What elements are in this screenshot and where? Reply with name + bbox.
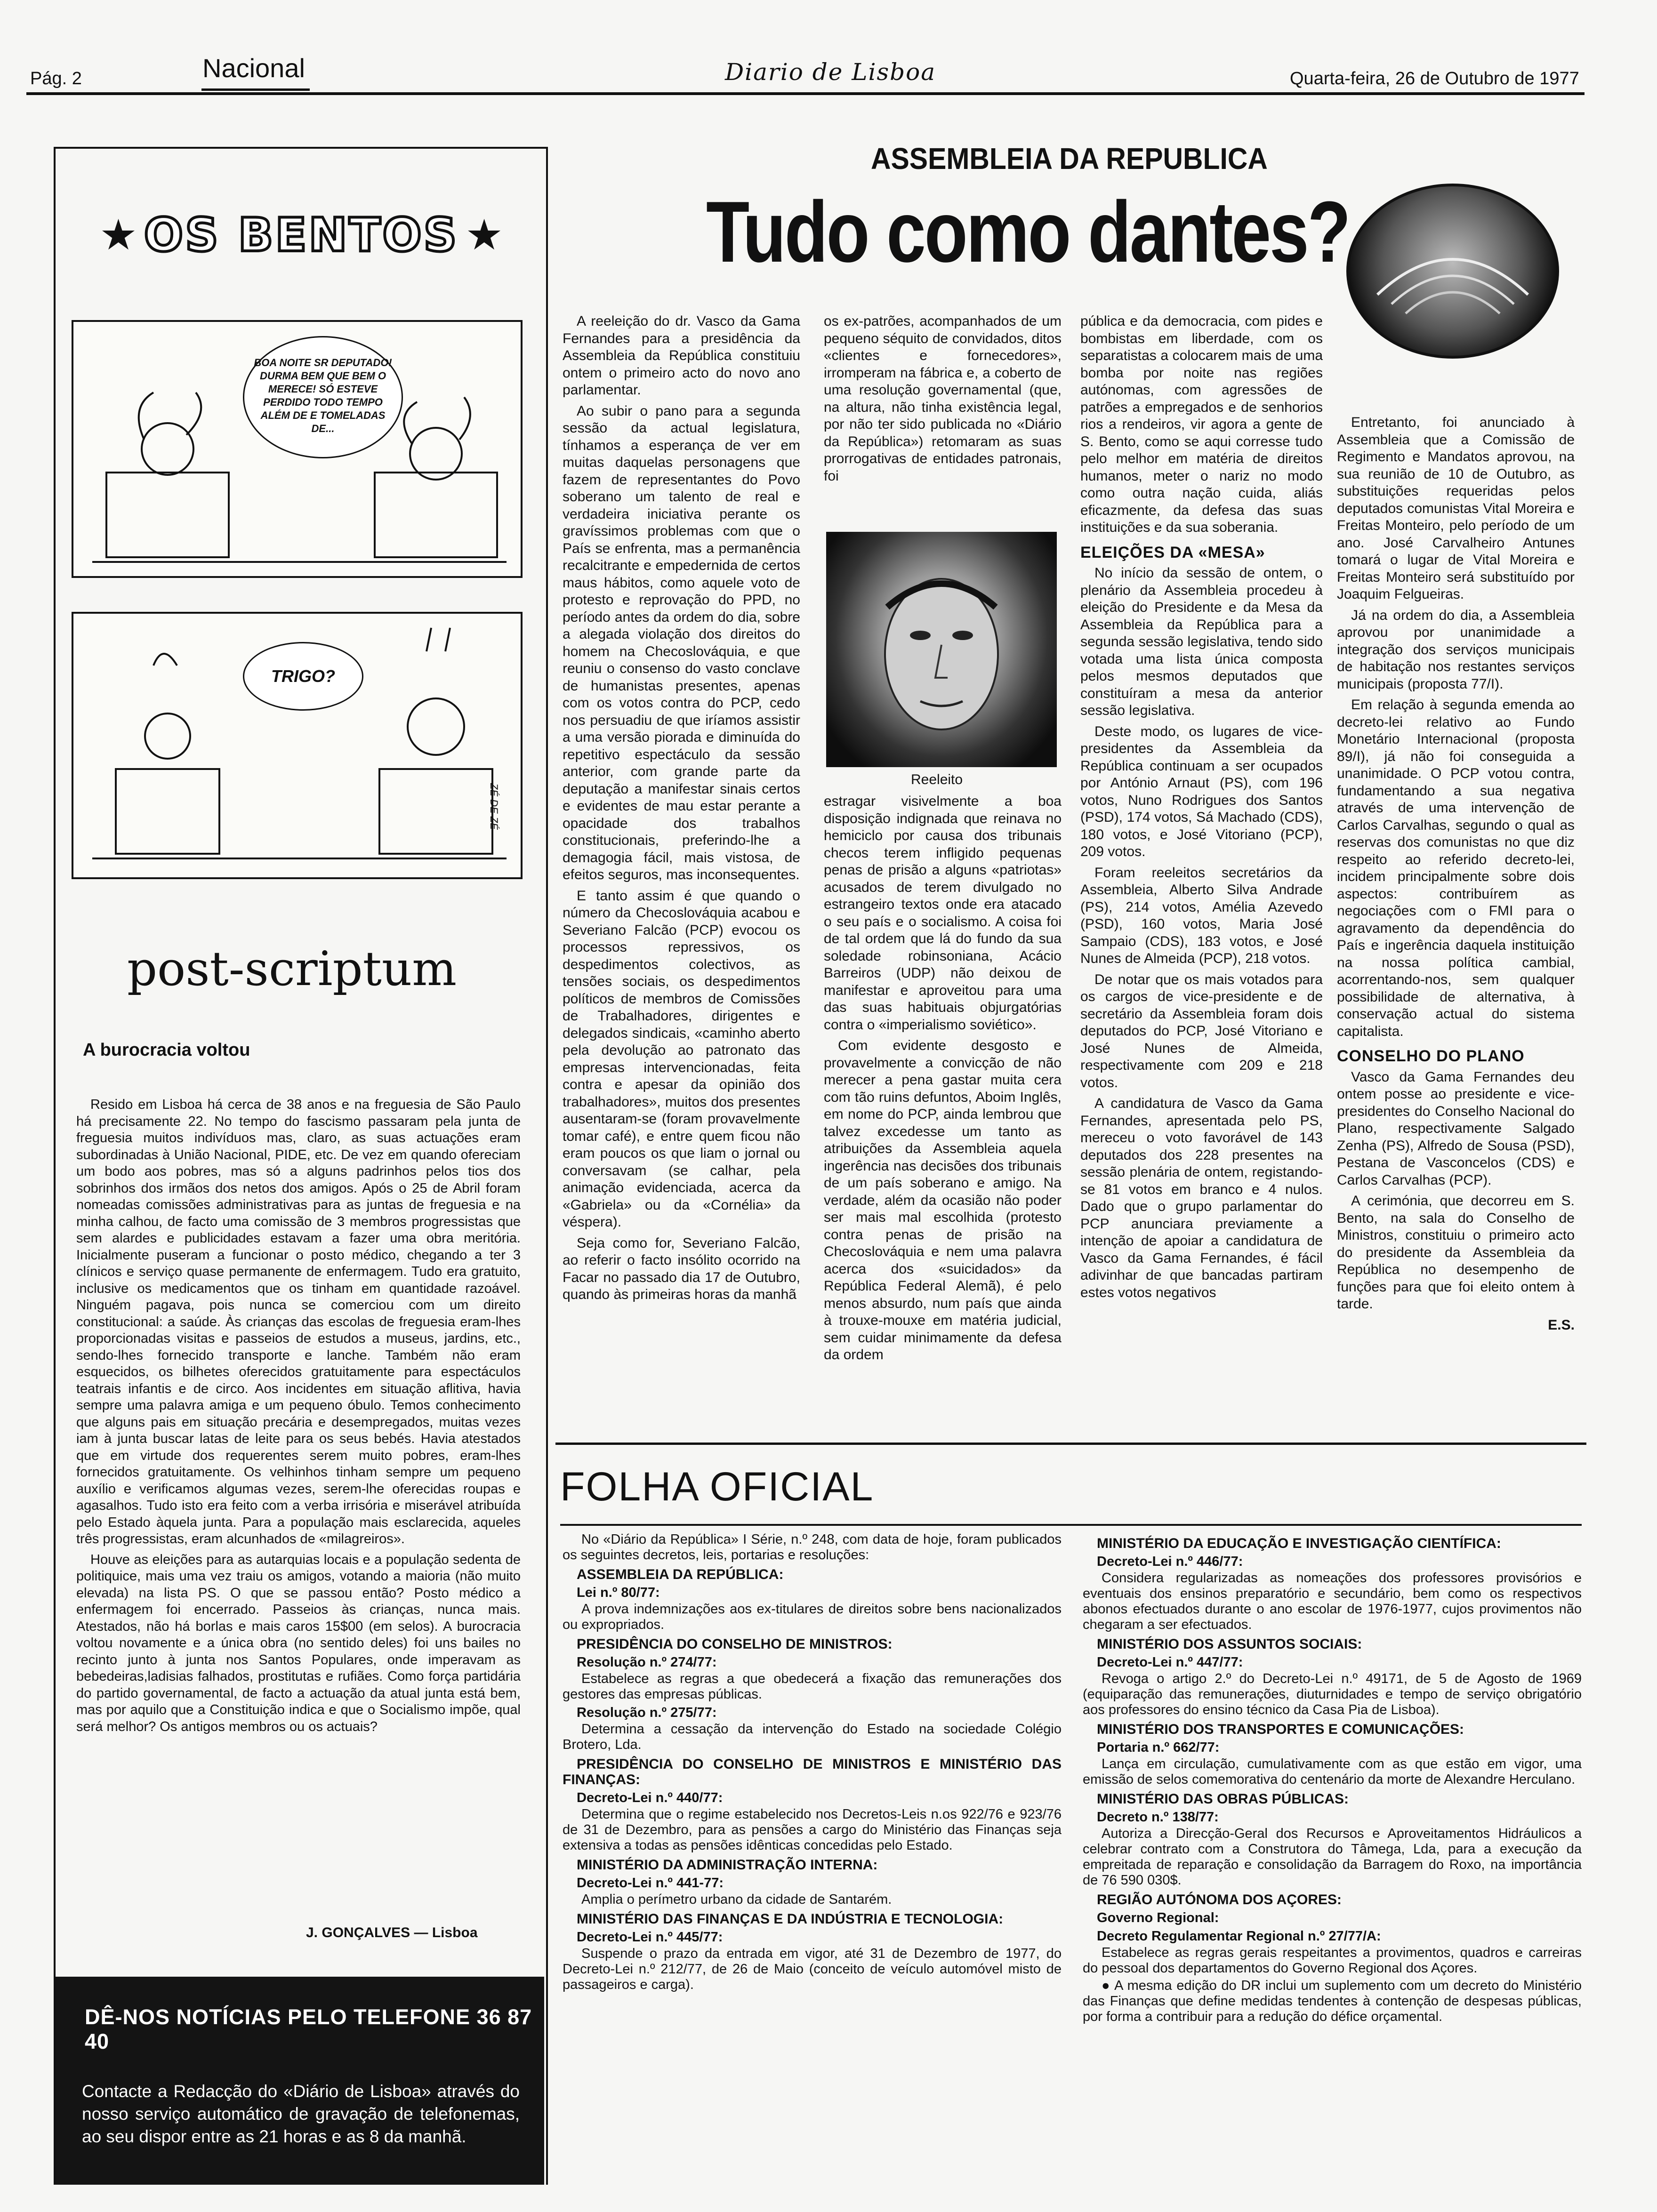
cartoonist-signature: ZÉ DE ZÉ (488, 783, 500, 830)
folha-decree-label: Resolução n.º 274/77: (577, 1655, 717, 1670)
article-paragraph: Foram reeleitos secretários da Assembleia, Alberto Silva Andrade (PS), 214 votos, Amélia Azevedo (PSD), 160 votos, Maria José Sampaio (CDS), 183 votos, e José Nunes de Almeida (PCP), 218 votos. (1080, 865, 1323, 966)
article-paragraph: Entretanto, foi anunciado à Assembleia que a Comissão de Regimento e Mandatos aprovou, na sua reunião de 10 de Outubro, as substituições requeridas pelos deputados comunistas Vital Moreira e Freitas Monteiro, pelo período de um ano. José Carvalheiro Antunes tomará o lugar de Vital Moreira e Freitas Monteiro será substituído por Joaquim Felgueiras. (1337, 415, 1575, 602)
article-paragraph: A cerimónia, que decorreu em S. Bento, na sala do Conselho de Ministros, constituiu o primeiro acto do presidente da Assembleia da República no desempenho de funções para que foi eleito ontem à tarde. (1337, 1193, 1575, 1312)
portrait-photo (826, 532, 1057, 767)
folha-text: Autoriza a Direcção-Geral dos Recursos e Aproveitamentos Hidráulicos a celebrar contrato com a Construtora do Tâmega, Lda, para a execução da empreitada de reparação e consolidação da Barragem do Roxo, na importância de 76 590 030$. (1083, 1826, 1582, 1888)
article-column-2 (824, 313, 1062, 489)
article-paragraph: A reeleição do dr. Vasco da Gama Fernandes para a presidência da Assembleia da República constituiu ontem o primeiro acto do novo ano parlamentar. (563, 313, 800, 398)
folha-decree-label: Decreto-Lei n.º 441-77: (577, 1875, 724, 1891)
section-underline (201, 88, 310, 91)
folha-ministry-heading: PRESIDÊNCIA DO CONSELHO DE MINISTROS: (577, 1636, 893, 1652)
folha-title: FOLHA OFICIAL (560, 1464, 874, 1509)
article-paragraph: Seja como for, Severiano Falcão, ao referir o facto insólito ocorrido na Facar no passado dia 17 de Outubro, quando às primeiras horas da manhã (563, 1235, 800, 1302)
article-paragraph: Deste modo, os lugares de vice-presidentes da Assembleia da República continuam a ser ocupados por António Arnaut (PS), com 196 votos, Nuno Rodrigues dos Santos (PSD), 174 votos, Sá Machado (CDS), 180 votos, e José Vitoriano (PCP), 209 votos. (1080, 723, 1323, 859)
folha-column-right (1083, 1532, 1582, 2027)
folha-text: Determina que o regime estabelecido nos Decretos-Leis n.os 922/76 e 923/76 de 31 de Dezembro, para as pensões a cargo do Ministério das Finanças seja extensiva a todas as pensões idênticas concedidas pelo Estado. (563, 1807, 1062, 1853)
folha-ministry-heading: MINISTÉRIO DA ADMINISTRAÇÃO INTERNA: (577, 1857, 878, 1873)
star-icon: ★ (465, 212, 503, 259)
folha-decree-label: Decreto-Lei n.º 446/77: (1097, 1554, 1243, 1569)
folha-decree-label: Portaria n.º 662/77: (1097, 1740, 1220, 1755)
article-paragraph: Em relação à segunda emenda ao decreto-lei relativo ao Fundo Monetário Internacional (proposta 89/I), já não foi conseguida a unanimidade. O PCP votou contra, fundamentando a sua negativa através de uma intervenção de Carlos Carvalhas, segundo o qual as reservas dos comunistas no que diz respeito ao referido decreto-lei, incidem principalmente sobre dois aspectos: contribuírem as negociações com o FMI para o agravamento da dependência do País e ingerência daquela instituição na nossa política cambial, acorrentando-nos, sem qualquer possibilidade de alternativa, à conservação actual do sistema capitalista. (1337, 697, 1575, 1039)
folha-ministry-heading: MINISTÉRIO DA EDUCAÇÃO E INVESTIGAÇÃO CIENTÍFICA: (1097, 1536, 1501, 1551)
cartoon-speech-bubble: BOA NOITE SR DEPUTADO! DURMA BEM QUE BEM O MERECE! SÓ ESTEVE PERDIDO TODO TEMPO ALÉM DE E TOMELADAS DE... (243, 336, 403, 458)
article-paragraph: pública e da democracia, com pides e bombistas em liberdade, com os separatistas a colocarem mais de uma bomba por noite nas regiões autónomas, com agressões de patrões a empregados e de senhorios rios a rendeiros, vir agora a gente de S. Bento, como se aqui corresse tudo pelo melhor em matéria de direitos humanos, meter o nariz no modo como outra nação cuida, aliás eficazmente, da defesa das suas instituições e da sua soberania. (1080, 313, 1323, 535)
bentos-title-text: OS BENTOS (144, 208, 459, 262)
header-rule (26, 92, 1585, 95)
article-paragraph: A candidatura de Vasco da Gama Fernandes, apresentada pelo PS, mereceu o voto favorável de 143 deputados dos 228 presentes na sessão plenária de ontem, registando-se 81 votos em branco e 4 nulos. Dado que o grupo parlamentar do PCP anunciara previamente a intenção de apoiar a candidatura de Vasco da Gama Fernandes, é fácil adivinhar de que bancadas partiram estes votos negativos (1080, 1096, 1323, 1300)
bentos-title (89, 202, 513, 268)
folha-decree-label: Decreto-Lei n.º 447/77: (1097, 1655, 1243, 1670)
folha-text: Estabelece as regras a que obedecerá a fixação das remunerações dos gestores das empresas públicas. (563, 1671, 1062, 1702)
phone-text: Contacte a Redacção do «Diário de Lisboa» através do nosso serviço automático de gravação de telefonemas, ao seu dispor entre as 21 horas e as 8 da manhã. (82, 2082, 520, 2146)
phone-box (56, 1977, 544, 2185)
folha-ministry-heading: MINISTÉRIO DOS ASSUNTOS SOCIAIS: (1097, 1636, 1362, 1652)
section-name: Nacional (202, 53, 305, 83)
folha-text: Considera regularizadas as nomeações dos professores provisórios e eventuais dos ensinos preparatório e secundário, bem como os respectivos abonos efectuados durante o ano escolar de 1976-1977, cujos provimentos não chegaram a ser efectuados. (1083, 1571, 1582, 1632)
cartoon-speech-bubble: TRIGO? (243, 642, 363, 711)
masthead: Diario de Lisboa (725, 58, 936, 86)
postscriptum-signature: J. GONÇALVES — Lisboa (306, 1925, 478, 1940)
folha-ministry-heading: MINISTÉRIO DAS OBRAS PÚBLICAS: (1097, 1791, 1349, 1807)
assembly-hemicycle (1349, 186, 1556, 356)
postscriptum-paragraph: Houve as eleições para as autarquias locais e a população sedenta de politiquice, mais uma vez traiu os amigos, votando a maioria (não muito elevada) na lista PS. O que se passou então? Posto médico a enfermagem foi encerrado. Passeios às crianças, nunca mais. Atestados, não há borlas e mais caros 15$00 (em selos). A burocracia voltou novamente e a única obra (no sentido deles) foi uns bailes no recinto junto à junta nos Santos Populares, onde imperavam as bebedeiras,ladisias falhados, prostitutas e rufiães. Como força partidária do partido governamental, de facto a actuação da atual junta está bem, mas por aquilo que a Constituição indica e que o Socialismo impõe, qual será melhor? Os antigos membros ou os actuais? (76, 1552, 521, 1734)
subhead-conselho-plano: CONSELHO DO PLANO (1337, 1047, 1525, 1065)
photo-caption: Reeleito (911, 772, 963, 787)
folha-decree-label: Decreto n.º 138/77: (1097, 1810, 1219, 1825)
folha-ministry-heading: ASSEMBLEIA DA REPÚBLICA: (577, 1567, 784, 1582)
folha-decree-label: Decreto Regulamentar Regional n.º 27/77/A: (1097, 1929, 1381, 1944)
folha-ministry-heading: MINISTÉRIO DAS FINANÇAS E DA INDÚSTRIA E TECNOLOGIA: (577, 1911, 1004, 1927)
article-kicker: ASSEMBLEIA DA REPUBLICA (871, 142, 1268, 176)
folha-ministry-heading: MINISTÉRIO DOS TRANSPORTES E COMUNICAÇÕES: (1097, 1722, 1464, 1737)
article-paragraph: E tanto assim é que quando o número da Checoslováquia acabou e Severiano Falcão (PCP) evocou os processos repressivos, os despedimentos colectivos, as tensões sociais, os despedimentos políticos de membros de Comissões de Trabalhadores, dirigentes e delegados sindicais, «caminho aberto pela devolução ao patronato das empresas intervencionadas, feita contra e apesar da opinião dos trabalhadores», muitos dos presentes ausentaram-se (foram provavelmente tomar café), e entre quem ficou não eram poucos os que liam o jornal ou conversavam (se calhar, pela animação evidenciada, acerca da «Gabriela» ou da «Cornélia» da véspera). (563, 888, 800, 1230)
article-column-1 (563, 313, 800, 1307)
folha-text: Revoga o artigo 2.º do Decreto-Lei n.º 49171, de 5 de Agosto de 1969 (equiparação das remunerações, diuturnidades e tempo de serviço obrigatório aos professores do ensino técnico da Casa Pia de Lisboa). (1083, 1671, 1582, 1717)
star-icon: ★ (99, 212, 137, 259)
subhead-eleicoes: ELEIÇÕES DA «MESA» (1080, 543, 1265, 561)
folha-text: Lança em circulação, cumulativamente com as que estão em vigor, uma emissão de selos comemorativa do centenário da morte de Alexandre Herculano. (1083, 1756, 1582, 1787)
folha-text: No «Diário da República» I Série, n.º 248, com data de hoje, foram publicados os seguintes decretos, leis, portarias e resoluções: (563, 1532, 1062, 1563)
left-box-top-rule (54, 147, 546, 149)
folha-ministry-heading: PRESIDÊNCIA DO CONSELHO DE MINISTROS E MINISTÉRIO DAS FINANÇAS: (563, 1756, 1062, 1787)
article-column-3 (1080, 313, 1323, 1305)
article-paragraph: Ao subir o pano para a segunda sessão da actual legislatura, tínhamos a esperança de ver em muitas daquelas personagens que fazem de representantes do Povo soberano um talento de real e verdadeira iniciativa perante os gravíssimos problemas com que o País se enfrenta, mas a permanência recalcitrante e empedernida de certos maus hábitos, como aquele voto de protesto e reprovação do PPD, no período antes da ordem do dia, sobre a alegada violação dos direitos do homem na Checoslováquia, e que reuniu o consenso do vasto conclave de humanistas presentes, apenas com os votos contra do PCP, cedo nos persuadiu de que iríamos assistir a uma versão piorada e diminuída do repetitivo espectáculo da sessão anterior, com grande parte da deputação a manifestar sinais certos e evidentes de mau estar perante a opacidade dos trabalhos constitucionais, preferindo-lhe a demagogia fácil, mais vistosa, de efeitos seguros, mas inconsequentes. (563, 403, 800, 882)
folha-text: ● A mesma edição do DR inclui um suplemento com um decreto do Ministério das Finanças que define medidas tendentes à contenção de despesas públicas, por forma a contribuir para a redução do défice orçamental. (1083, 1978, 1582, 2024)
folha-decree-label: Decreto-Lei n.º 445/77: (577, 1930, 723, 1945)
folha-text: Suspende o prazo da entrada em vigor, até 31 de Dezembro de 1977, do Decreto-Lei n.º 212/77, de 26 de Maio (conceito de veículo automóvel misto de passageiros e carga). (563, 1946, 1062, 1992)
folha-decree-label: Resolução n.º 275/77: (577, 1705, 717, 1720)
folha-top-rule (555, 1443, 1586, 1445)
issue-date: Quarta-feira, 26 de Outubro de 1977 (1290, 69, 1579, 88)
folha-ministry-heading: REGIÃO AUTÓNOMA DOS AÇORES: (1097, 1892, 1342, 1907)
cartoon-panel-bottom (72, 612, 523, 879)
article-paragraph: De notar que os mais votados para os cargos de vice-presidente e de secretário da Assembleia foram dois deputados do PCP, José Vitoriano e José Nunes de Almeida, respectivamente com 209 e 218 votos. (1080, 971, 1323, 1090)
portrait-face (826, 532, 1057, 767)
postscriptum-subtitle: A burocracia voltou (83, 1040, 250, 1060)
folha-decree-label: Lei n.º 80/77: (577, 1585, 660, 1600)
article-paragraph: Já na ordem do dia, a Assembleia aprovou por unanimidade a integração dos serviços municipais de habitação nos restantes serviços municipais (proposta 77/I). (1337, 607, 1575, 692)
article-paragraph: os ex-patrões, acompanhados de um pequeno séquito de convidados, ditos «clientes e fornecedores», irromperam na fábrica e, a coberto de uma resolução governamental (que, na altura, não tinha existência legal, por não ter sido publicada no «Diário da República») retomaram as suas prorrogativas de entidades patronais, foi (824, 313, 1062, 484)
folha-text: Estabelece as regras gerais respeitantes a provimentos, quadros e carreiras do pessoal dos departamentos do Governo Regional dos Açores. (1083, 1945, 1582, 1976)
phone-headline: DÊ-NOS NOTÍCIAS PELO TELEFONE 36 87 40 (85, 2005, 532, 2053)
article-paragraph: No início da sessão de ontem, o plenário da Assembleia procedeu à eleição do Presidente e da Mesa da Assembleia da República para a segunda sessão legislativa, tendo sido votada uma lista única composta pelos mesmos deputados que constituíram a mesa da anterior sessão legislativa. (1080, 565, 1323, 718)
postscriptum-body (76, 1097, 521, 1739)
article-author: E.S. (1548, 1317, 1575, 1333)
folha-decree-label: Governo Regional: (1097, 1910, 1219, 1925)
folha-decree-label: Decreto-Lei n.º 440/77: (577, 1790, 723, 1805)
folha-title-rule (560, 1524, 1582, 1526)
article-column-2-continued (824, 793, 1062, 1368)
postscriptum-paragraph: Resido em Lisboa há cerca de 38 anos e na freguesia de São Paulo há precisamente 22. No tempo do fascismo passaram pela junta de freguesia muitos indivíduos mas, claro, as suas actuações eram subordinadas à União Nacional, PIDE, etc. De vez em quando ofereciam um bodo aos pobres, mas só a alguns padrinhos pelos tios dos sobrinhos dos irmãos dos netos dos amigos. Após o 25 de Abril foram nomeadas comissões administrativas para as juntas de freguesia e na minha calhou, de facto uma comissão de 3 membros progressistas que sem alardes e publicidades estavam a fazer uma obra meritória. Inicialmente puseram a funcionar o posto médico, chegando a ter 3 clínicos e serviço quase permanente de enfermagem. Tudo era gratuito, inclusive os medicamentos que os tinham em quantidade razoável. Ninguém pagava, pois nunca se comerciou com um direito constitucional: a saúde. Às crianças das escolas de freguesia eram-lhes proporcionadas visitas e passeios de estudos a museus, jardins, etc., sendo-lhes fornecido transporte e lanche. Também não eram esquecidos, os bilhetes oferecidos gratuitamente para espectáculos teatrais infantis e de circo. Aos incidentes em situação aflitiva, havia sempre uma palavra amiga e um pequeno óbulo. Temos conhecimento que alguns pais em situação precária e desempregados, muitas vezes iam à junta buscar latas de leite para os seus bebés. Havia atestados que em virtude dos requerentes serem muito pobres, eram-lhes fornecidos gratuitamente. Os velhinhos tinham sempre um pequeno auxílio e verificamos algumas vezes, serem-lhe oferecidas roupas e agasalhos. Tudo isto era feito com a verba irrisória e miserável atribuída pelo Estado àquela junta. Para a população mais esclarecida, aqueles três progressistas, eram alcunhados de «milagreiros». (76, 1097, 521, 1547)
folha-text: A prova indemnizações aos ex-titulares de direitos sobre bens nacionalizados ou expropriados. (563, 1602, 1062, 1632)
assembly-photo (1346, 184, 1559, 359)
article-headline: Tudo como dantes? (706, 183, 1350, 280)
folha-text: Determina a cessação da intervenção do Estado na sociedade Colégio Brotero, Lda. (563, 1722, 1062, 1752)
article-paragraph: Vasco da Gama Fernandes deu ontem posse ao presidente e vice-presidentes do Conselho Nacional do Plano, respectivamente Salgado Zenha (PS), Alfredo de Sousa (PSD), Pestana de Vasconcelos (CDS) e Carlos Carvalhas (PCP). (1337, 1069, 1575, 1188)
folha-column-left (563, 1532, 1062, 1995)
article-column-4 (1337, 414, 1575, 1334)
article-paragraph: Com evidente desgosto e provavelmente a convicção de não merecer a pena gastar muita cera com tão ruins defuntos, Aboim Inglês, em nome do PCP, ainda lembrou que talvez excedesse um tanto as atribuições da Assembleia aquela ingerência nas decisões dos tribunais de um país soberano e amigo. Na verdade, além da ocasião não poder ser mais mal escolhida (protesto contra penas de prisão na Checoslováquia e nem uma palavra acerca dos «suicidados» da República Federal Alemã), é pelo menos absurdo, num país que ainda à trouxe-mouxe em matéria judicial, sem cuidar minimamente da defesa da ordem (824, 1038, 1062, 1362)
folha-text: Amplia o perímetro urbano da cidade de Santarém. (581, 1892, 892, 1907)
article-paragraph: estragar visivelmente a boa disposição indignada que reinava no hemiciclo por causa dos tribunais checos terem infligido pequenas penas de prisão a alguns «patriotas» acusados de terem divulgado no estrangeiro textos onde era atacado o seu país e o socialismo. A coisa foi de tal ordem que lá do fundo da sua soledade robinsoniana, Acácio Barreiros (UDP) não deixou de manifestar e aproveitou para uma das suas habituais objurgatórias contra o «imperialismo soviético». (824, 793, 1062, 1033)
cartoon-panel-top (72, 320, 523, 578)
page-number: Pág. 2 (30, 69, 82, 88)
postscriptum-title: post-scriptum (127, 941, 457, 996)
